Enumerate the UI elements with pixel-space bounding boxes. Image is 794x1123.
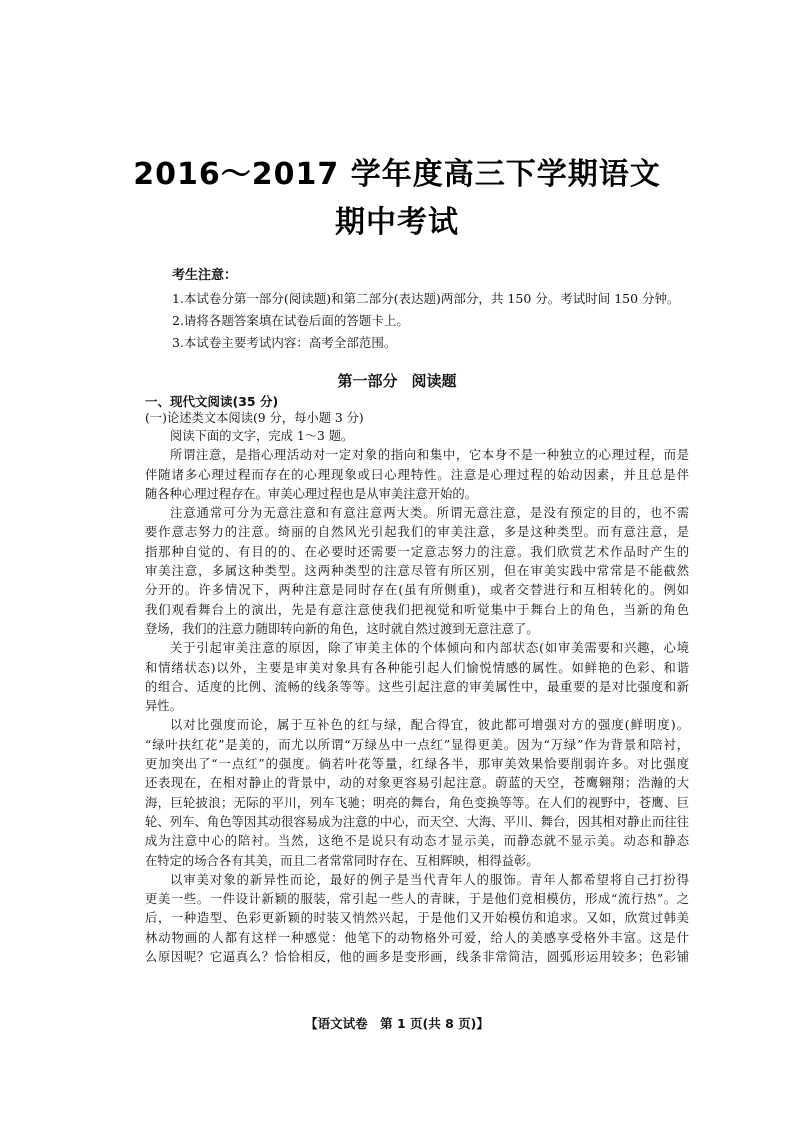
passage-line: 关于引起审美注意的原因，除了审美主体的个体倾向和内部状态(如审美需要和兴趣，心境: [170, 641, 689, 656]
passage-body: [145, 393, 689, 967]
notice-item: 2.请将各题答案填在试卷后面的答题卡上。: [172, 313, 409, 328]
part-heading: [0, 371, 794, 391]
exam-title: 2016～2017 学年度高三下学期语文: [133, 157, 661, 192]
passage-line: 么原因呢？它逼真么？恰恰相反，他的画多是变形画，线条非常简洁，圆弧形运用较多；色彩铺: [145, 950, 689, 965]
passage-line: 异性。: [145, 699, 182, 714]
notice-heading: 考生注意：: [172, 268, 238, 283]
part-name: 阅读题: [411, 372, 457, 390]
passage-line: 更美一些。一件设计新颖的服装，常引起一些人的青睐，于是他们竞相模仿，形成“流行热”。之: [145, 892, 689, 907]
passage-line: “绿叶扶红花”是美的，而尤以所谓“万绿丛中一点红”显得更美。因为“万绿”作为背景和陪衬，: [145, 737, 689, 752]
page-footer: 【语文试卷 第 1 页(共 8 页)】: [305, 1016, 489, 1031]
passage-line: 要作意志努力的注意。绮丽的自然风光引起我们的审美注意，多是这种类型。而有意注意，是: [145, 525, 689, 540]
passage-line: 我们观看舞台上的演出，先是有意注意使我们把视觉和听觉集中于舞台上的角色，当新的角色: [145, 602, 689, 617]
passage-line: 注意通常可分为无意注意和有意注意两大类。所谓无意注意，是没有预定的目的，也不需: [170, 506, 689, 521]
passage-line: 海，巨轮披浪；无际的平川，列车飞驰；明亮的舞台，角色变换等等。在人们的视野中，苍鹰、巨: [145, 795, 689, 810]
passage-text: [145, 427, 689, 967]
passage-line: 轮、列车、角色等因其动很容易成为注意的中心，而天空、大海、平川、舞台，因其相对静止而往往: [145, 814, 689, 829]
passage-line: 伴随诸多心理过程而存在的心理现象或曰心理特性。注意是心理过程的始动因素，并且总是伴: [145, 467, 689, 482]
notice-item: 1.本试卷分第一部分(阅读题)和第二部分(表达题)两部分，共 150 分。考试时间 150 分钟。: [172, 291, 680, 306]
passage-line: 更加突出了“一点红”的强度。倘若叶花等量，红绿各半，那审美效果恰要削弱许多。对比强度: [145, 757, 689, 772]
passage-line: 后，一种造型、色彩更新颖的时装又悄然兴起，于是他们又开始模仿和追求。又如，欣赏过韩美: [145, 911, 689, 926]
passage-line: 指那种自觉的、有目的的、在必要时还需要一定意志努力的注意。我们欣赏艺术作品时产生的: [145, 544, 689, 559]
candidate-notice: [172, 266, 732, 354]
part-label: 第一部分: [337, 372, 398, 390]
passage-line: 所谓注意，是指心理活动对一定对象的指向和集中，它本身不是一种独立的心理过程，而是: [170, 448, 689, 463]
section-heading: 一、现代文阅读(35 分): [145, 394, 279, 409]
passage-line: 的组合、适度的比例、流畅的线条等等。这些引起注意的审美属性中，最重要的是对比强度和新: [145, 679, 689, 694]
passage-line: 登场，我们的注意力随即转向新的角色，这时就自然过渡到无意注意了。: [145, 621, 539, 636]
passage-line: 在特定的场合各有其美，而且二者常常同时存在、互相辉映，相得益彰。: [145, 853, 539, 868]
passage-line: 以审美对象的新异性而论，最好的例子是当代青年人的服饰。青年人都希望将自己打扮得: [170, 872, 689, 887]
passage-line: 分开的。许多情况下，两种注意是同时存在(虽有所侧重)，或者交替进行和互相转化的。例如: [145, 583, 689, 598]
subsection-heading: (一)论述类文本阅读(9 分，每小题 3 分): [145, 411, 364, 425]
passage-line: 审美注意，多属这种类型。这两种类型的注意尽管有所区别，但在审美实践中常常是不能截然: [145, 564, 689, 579]
notice-item: 3.本试卷主要考试内容：高考全部范围。: [172, 335, 397, 350]
passage-line: 和情绪状态)以外，主要是审美对象具有各种能引起人们愉悦情感的属性。如鲜艳的色彩、和谐: [145, 660, 689, 675]
exam-subtitle: 期中考试: [335, 205, 459, 240]
passage-line: 阅读下面的文字，完成 1～3 题。: [170, 429, 354, 443]
passage-line: 成为注意中心的陪衬。当然，这绝不是说只有动态才显示美，而静态就不显示美。动态和静态: [145, 834, 689, 849]
passage-line: 随各种心理过程存在。审美心理过程也是从审美注意开始的。: [145, 486, 478, 501]
passage-line: 还表现在，在相对静止的背景中，动的对象更容易引起注意。蔚蓝的天空，苍鹰翱翔；浩瀚的大: [145, 776, 689, 791]
passage-line: 林动物画的人都有这样一种感觉：他笔下的动物格外可爱，给人的美感享受格外丰富。这是什: [145, 930, 689, 945]
passage-line: 以对比强度而论，属于互补色的红与绿，配合得宜，彼此都可增强对方的强度(鲜明度)。: [170, 718, 689, 733]
